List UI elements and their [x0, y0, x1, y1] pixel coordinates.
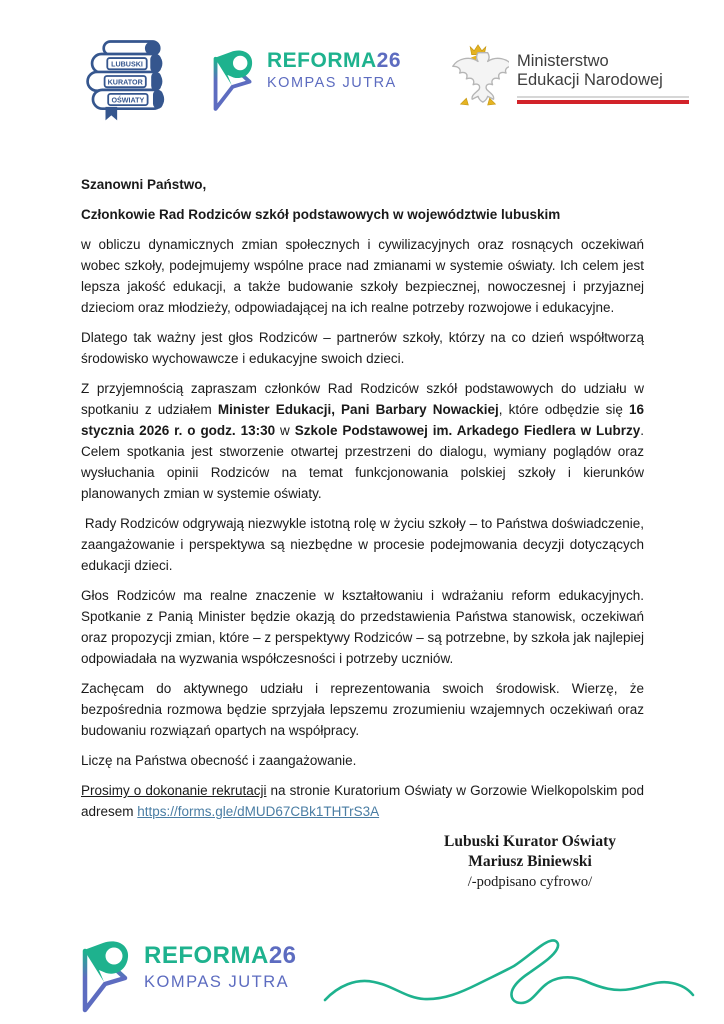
- recruitment-form-link[interactable]: https://forms.gle/dMUD67CBk1THTrS3A: [137, 804, 380, 819]
- ministry-text: [517, 52, 689, 104]
- text-segment: w: [275, 423, 295, 438]
- text-segment: Prosimy o dokonanie rekrutacji: [81, 783, 267, 798]
- book-label-oswiaty: OŚWIATY: [111, 96, 145, 105]
- signature-name: Mariusz Biniewski: [468, 853, 592, 870]
- signature-role: Lubuski Kurator Oświaty: [444, 833, 616, 850]
- text-segment: Liczę na Państwa obecność i zaangażowanie.: [81, 753, 357, 768]
- signature-squiggle-line: [322, 928, 712, 1023]
- paragraph: [81, 378, 644, 504]
- text-segment: Zachęcam do aktywnego udziału i reprezentowania swoich środowisk. Wierzę, że bezpośrednia rozmowa będzie sprzyjała lepszemu zrozumieniu wzajemnych oczekiwań oraz budowaniu rozwiązań opartych na współpracy.: [81, 681, 644, 738]
- text-segment: Głos Rodziców ma realne znaczenie w kształtowaniu i wdrażaniu reform edukacyjnych. Spotkanie z Panią Minister będzie okazją do przedstawienia Państwa stanowisk, oczekiwań oraz propozycji zmian, które – z perspektywy Rodziców – są potrzebne, by szkoła jak najlepiej odpowiadała na wyzwania współczesności i potrzeby uczniów.: [81, 588, 644, 666]
- reforma-name-year: 26: [376, 49, 402, 72]
- text-segment: Dlatego tak ważny jest głos Rodziców – partnerów szkoły, którzy na co dzień współtworzą środowisko wychowawcze i edukacyjne swoich dzieci.: [81, 330, 644, 366]
- reforma-flag-icon: [70, 936, 134, 1016]
- reforma-name: [144, 944, 297, 968]
- paragraph: [81, 234, 644, 318]
- ministry-line2: Edukacji Narodowej: [517, 71, 663, 89]
- bookmark-ribbon: [106, 107, 118, 120]
- paragraph: [81, 678, 644, 741]
- text-segment: w obliczu dynamicznych zmian społecznych i cywilizacyjnych oraz rosnących oczekiwań wobec szkoły, podejmujemy wspólne prace nad zmianami w systemie oświaty. Ich celem jest lepsza jakość edukacji, a także budowanie szkoły bezpiecznej, nowoczesnej i przyjaznej dzieciom oraz młodzieży, odpowiadającej na ich realne potrzeby rozwojowe i edukacyjne.: [81, 237, 644, 315]
- reforma-logo-text: [144, 944, 297, 991]
- letter-content: [81, 174, 644, 831]
- books-stack-icon: [84, 36, 170, 124]
- reforma-tagline: KOMPAS JUTRA: [144, 973, 290, 991]
- text-segment: . Celem spotkania jest stworzenie otwartej przestrzeni do dialogu, wymiany poglądów oraz wysłuchania opinii Rodziców na temat funkcjonowania polskiej szkoły i kierunków planowanych zmian w systemie oświaty.: [81, 423, 644, 501]
- paragraph: [81, 513, 644, 576]
- paragraph: [81, 585, 644, 669]
- reforma-name: [267, 50, 401, 71]
- ministry-red-bar: [517, 100, 689, 104]
- text-segment: Z przyjemnością zapraszam członków Rad Rodziców szkół podstawowych do udziału w spotkaniu z udziałem: [81, 381, 644, 417]
- ministry-logo: [447, 40, 689, 110]
- text-segment: na stronie Kuratorium Oświaty w Gorzowie Wielkopolskim pod adresem: [81, 783, 644, 819]
- text-segment: Szkole Podstawowej im. Arkadego Fiedlera w Lubrzy: [294, 423, 641, 438]
- salutation: Szanowni Państwo,: [81, 177, 207, 192]
- reforma-logo-text: [267, 50, 401, 91]
- ministry-line1: Ministerstwo: [517, 52, 609, 70]
- reforma-tagline: KOMPAS JUTRA: [267, 75, 397, 91]
- addressee-line: Członkowie Rad Rodziców szkół podstawowych w województwie lubuskim: [81, 207, 561, 222]
- text-segment: Rady Rodziców odgrywają niezwykle istotną rolę w życiu szkoły – to Państwa doświadczenie, zaangażowanie i perspektywa są niezbędne w procesie podejmowania decyzji dotyczących edukacji dzieci.: [81, 516, 644, 573]
- reforma-logo-header: [203, 46, 401, 114]
- reforma-logo-footer: [70, 936, 297, 1016]
- paragraph: [81, 780, 644, 822]
- book-label-lubuski: LUBUSKI: [111, 60, 143, 69]
- text-segment: , które odbędzie się: [498, 402, 629, 417]
- reforma-flag-icon: [203, 46, 257, 114]
- reforma-name-year: 26: [268, 942, 297, 969]
- text-segment: Minister Edukacji, Pani Barbary Nowackiej: [217, 402, 499, 417]
- signature-block: [392, 832, 668, 892]
- signature-note: /-podpisano cyfrowo/: [467, 874, 593, 890]
- reforma-name-main: REFORMA: [144, 942, 269, 969]
- polish-eagle-icon: [447, 40, 509, 110]
- letter-body: [81, 234, 644, 822]
- reforma-name-main: REFORMA: [267, 49, 377, 72]
- kuratorium-logo: [84, 36, 170, 129]
- paragraph: [81, 750, 644, 771]
- paragraph: [81, 327, 644, 369]
- ministry-gray-bar: [517, 96, 689, 98]
- book-label-kurator: KURATOR: [107, 78, 143, 87]
- text-segment: 16 stycznia 2026 r. o godz. 13:30: [81, 402, 644, 438]
